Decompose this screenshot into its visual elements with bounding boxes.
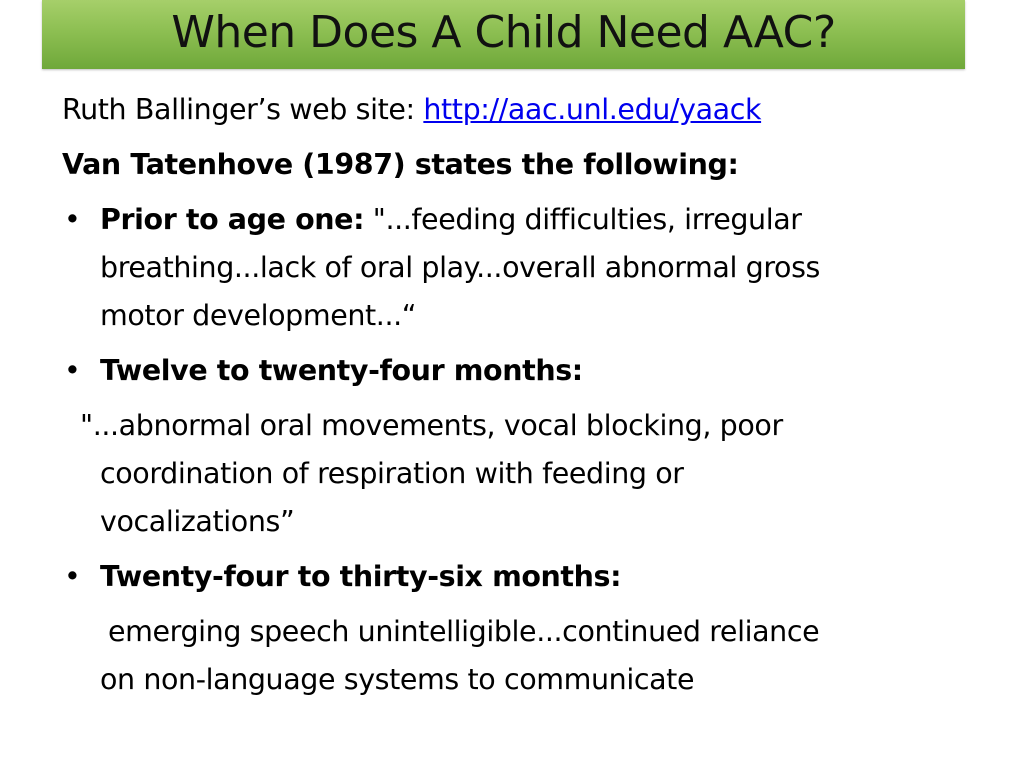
- item-text-line: "...abnormal oral movements, vocal blocking, poor: [80, 409, 783, 442]
- slide-content: [62, 86, 962, 711]
- item-text-line: on non-language systems to communicate: [100, 663, 695, 696]
- section-heading: Van Tatenhove (1987) states the following:: [62, 148, 739, 181]
- bullet-item-twenty-four-to-thirty-six: [62, 553, 962, 601]
- source-link[interactable]: http://aac.unl.edu/yaack: [423, 93, 762, 126]
- bullet-item-twelve-to-twenty-four: [62, 347, 962, 395]
- bullet-icon: •: [64, 354, 81, 387]
- bullet-icon: •: [64, 560, 81, 593]
- slide-title: When Does A Child Need AAC?: [171, 7, 836, 58]
- item-label: Twenty-four to thirty-six months:: [100, 560, 622, 593]
- item-text-line: coordination of respiration with feeding or: [100, 457, 684, 490]
- source-line: [62, 86, 962, 134]
- item-first-line: [100, 196, 962, 244]
- item-text-line: vocalizations”: [100, 505, 295, 538]
- title-bar: [42, 0, 965, 69]
- bullet-icon: •: [64, 203, 81, 236]
- item-label: Prior to age one:: [100, 203, 365, 236]
- item-description-twelve-to-twenty-four: [62, 402, 962, 546]
- item-description-twenty-four-to-thirty-six: [62, 608, 962, 704]
- bullet-item-prior-to-age-one: [62, 196, 962, 340]
- item-label: Twelve to twenty-four months:: [100, 354, 583, 387]
- item-text-line: "...feeding difficulties, irregular: [364, 203, 802, 236]
- source-prefix: Ruth Ballinger’s web site:: [62, 93, 424, 126]
- item-text-line: motor development...“: [100, 299, 417, 332]
- item-text-line: breathing...lack of oral play...overall abnormal gross: [100, 251, 820, 284]
- item-text-line: emerging speech unintelligible...continued reliance: [108, 615, 820, 648]
